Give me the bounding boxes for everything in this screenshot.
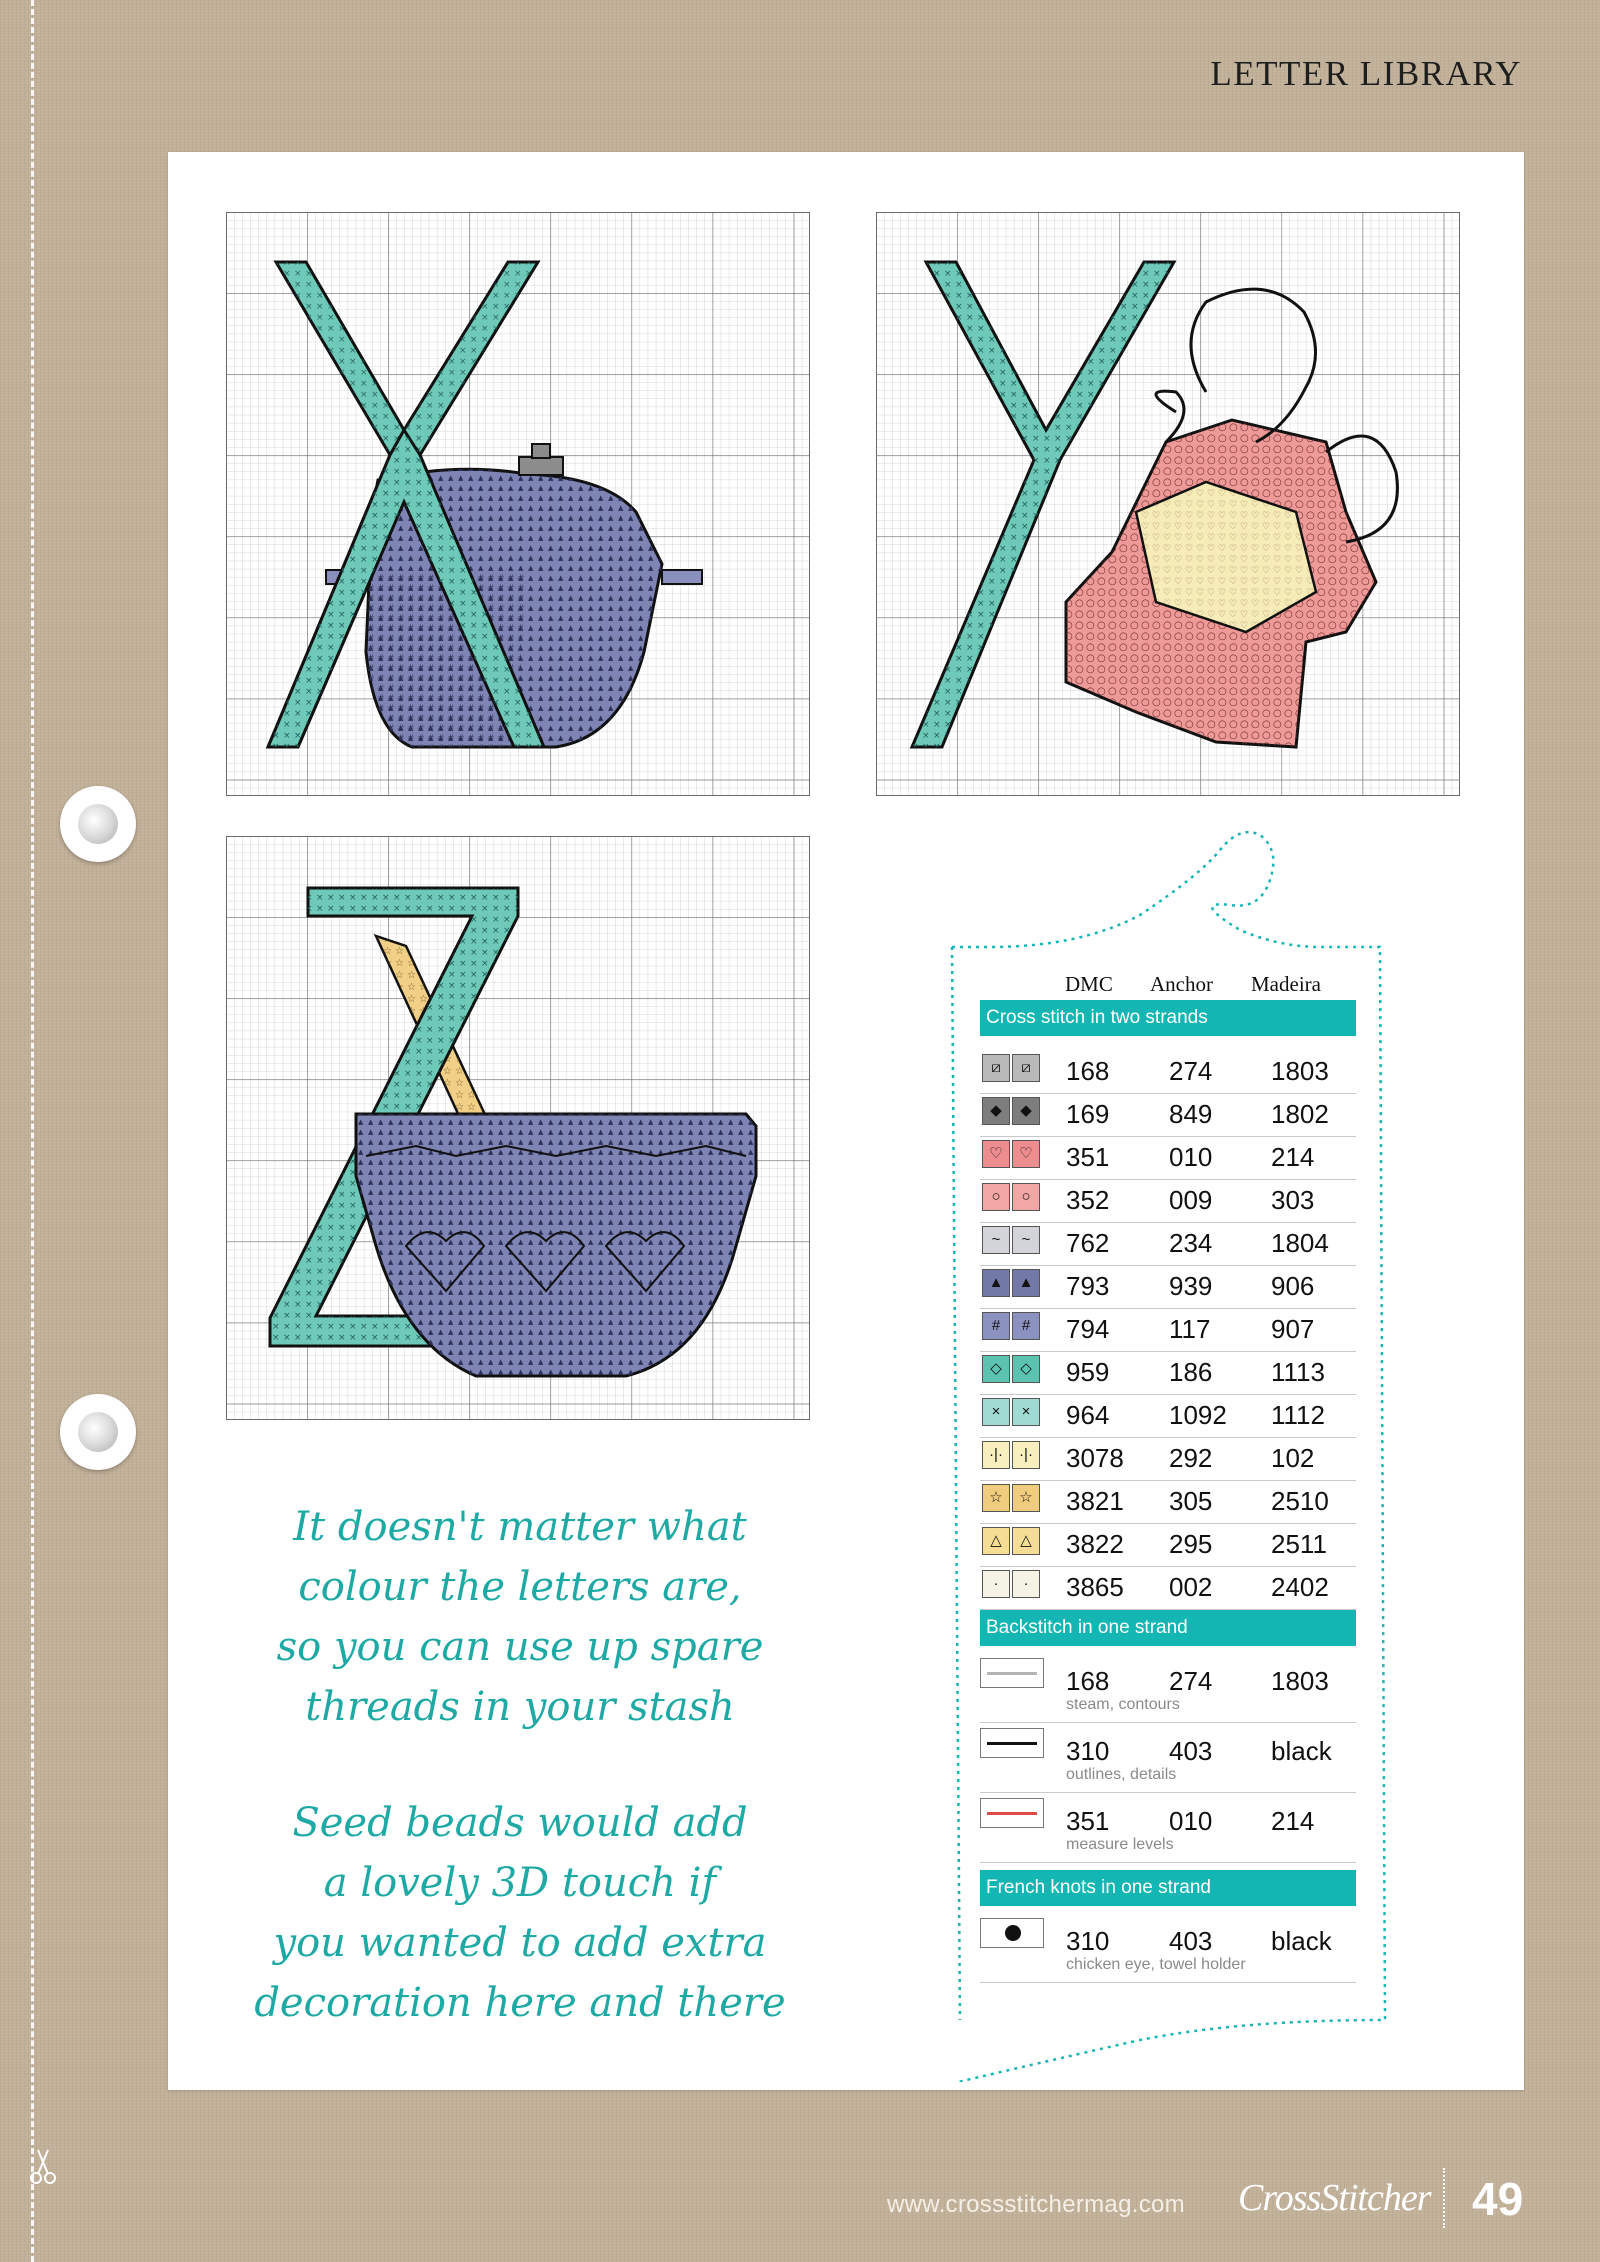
symbol-cell: ◇ — [982, 1355, 1010, 1383]
tip-threads — [230, 1497, 810, 1737]
symbol-cell: ◇ — [1012, 1355, 1040, 1383]
symbol-cell: △ — [1012, 1527, 1040, 1555]
symbol-swatch — [980, 1355, 1044, 1387]
madeira-value: 1803 — [1271, 1666, 1329, 1696]
key-row — [980, 1437, 1356, 1481]
key-row — [980, 1265, 1356, 1309]
symbol-cell: ☆ — [1012, 1484, 1040, 1512]
key-row — [980, 1351, 1356, 1395]
symbol-cell: ♡ — [982, 1140, 1010, 1168]
anchor-value: 274 — [1169, 1666, 1213, 1696]
dmc-value: 3865 — [1066, 1572, 1124, 1602]
dmc-value: 168 — [1066, 1666, 1110, 1696]
symbol-cell: ◆ — [1012, 1097, 1040, 1125]
tip-line: It doesn't matter what — [293, 1504, 747, 1550]
symbol-cell: ☆ — [982, 1484, 1010, 1512]
backstitch-row — [980, 1792, 1356, 1863]
anchor-value: 186 — [1169, 1357, 1213, 1387]
dmc-value: 169 — [1066, 1099, 1110, 1129]
symbol-swatch — [980, 1054, 1044, 1086]
dmc-value: 3821 — [1066, 1486, 1124, 1516]
symbol-swatch — [980, 1226, 1044, 1258]
anchor-value: 010 — [1169, 1806, 1213, 1836]
french-knot-row — [980, 1912, 1356, 1983]
line-swatch — [980, 1658, 1044, 1688]
backstitch-heading: Backstitch in one strand — [980, 1610, 1356, 1646]
symbol-swatch — [980, 1269, 1044, 1301]
anchor-value: 009 — [1169, 1185, 1213, 1215]
usage-note: steam, contours — [1066, 1696, 1180, 1713]
symbol-cell: ·|· — [982, 1441, 1010, 1469]
header-anchor: Anchor — [1150, 972, 1213, 996]
dmc-value: 794 — [1066, 1314, 1110, 1344]
symbol-swatch — [980, 1527, 1044, 1559]
symbol-swatch — [980, 1484, 1044, 1516]
anchor-value: 002 — [1169, 1572, 1213, 1602]
dmc-value: 351 — [1066, 1142, 1110, 1172]
backstitch-row — [980, 1652, 1356, 1723]
symbol-cell: # — [982, 1312, 1010, 1340]
symbol-cell: ~ — [1012, 1226, 1040, 1254]
key-row — [980, 1523, 1356, 1567]
chart-letter-x — [226, 212, 810, 796]
header-madeira: Madeira — [1251, 972, 1321, 996]
section-title: LETTER LIBRARY — [1210, 54, 1522, 93]
french-knot-swatch — [980, 1918, 1044, 1948]
dmc-value: 351 — [1066, 1806, 1110, 1836]
usage-note: outlines, details — [1066, 1766, 1177, 1783]
key-row — [980, 1222, 1356, 1266]
symbol-cell: # — [1012, 1312, 1040, 1340]
usage-note: measure levels — [1066, 1836, 1174, 1853]
chart-letter-z — [226, 836, 810, 1420]
anchor-value: 305 — [1169, 1486, 1213, 1516]
binder-eyelet — [60, 1394, 136, 1470]
symbol-cell: ○ — [1012, 1183, 1040, 1211]
anchor-value: 234 — [1169, 1228, 1213, 1258]
anchor-value: 292 — [1169, 1443, 1213, 1473]
symbol-cell: · — [1012, 1570, 1040, 1598]
key-row — [980, 1308, 1356, 1352]
anchor-value: 274 — [1169, 1056, 1213, 1086]
dmc-value: 310 — [1066, 1926, 1110, 1956]
symbol-cell: ◆ — [982, 1097, 1010, 1125]
symbol-swatch — [980, 1441, 1044, 1473]
madeira-value: black — [1271, 1736, 1332, 1766]
symbol-cell: ⧄ — [982, 1054, 1010, 1082]
symbol-swatch — [980, 1140, 1044, 1172]
symbol-cell: ·|· — [1012, 1441, 1040, 1469]
symbol-cell: ♡ — [1012, 1140, 1040, 1168]
anchor-value: 295 — [1169, 1529, 1213, 1559]
anchor-value: 010 — [1169, 1142, 1213, 1172]
dmc-value: 762 — [1066, 1228, 1110, 1258]
madeira-value: 214 — [1271, 1142, 1315, 1172]
symbol-cell: ○ — [982, 1183, 1010, 1211]
dmc-value: 793 — [1066, 1271, 1110, 1301]
symbol-cell: ▲ — [1012, 1269, 1040, 1297]
tip-line: you wanted to add extra — [273, 1920, 767, 1966]
line-sample — [987, 1742, 1037, 1745]
tip-line: so you can use up spare — [276, 1624, 764, 1670]
madeira-value: 1802 — [1271, 1099, 1329, 1129]
symbol-cell: · — [982, 1570, 1010, 1598]
usage-note: chicken eye, towel holder — [1066, 1956, 1246, 1973]
footer-divider — [1443, 2168, 1445, 2228]
footer-url[interactable]: www.crossstitchermag.com — [887, 2191, 1185, 2218]
madeira-value: 1113 — [1271, 1357, 1325, 1387]
madeira-value: 2511 — [1271, 1529, 1327, 1559]
madeira-value: 303 — [1271, 1185, 1315, 1215]
tip-line: a lovely 3D touch if — [323, 1860, 717, 1906]
symbol-swatch — [980, 1097, 1044, 1129]
anchor-value: 1092 — [1169, 1400, 1227, 1430]
madeira-value: 2402 — [1271, 1572, 1329, 1602]
anchor-value: 403 — [1169, 1926, 1213, 1956]
symbol-cell: × — [982, 1398, 1010, 1426]
dmc-value: 352 — [1066, 1185, 1110, 1215]
dmc-value: 310 — [1066, 1736, 1110, 1766]
madeira-value: 1112 — [1271, 1400, 1325, 1430]
key-row — [980, 1480, 1356, 1524]
symbol-swatch — [980, 1570, 1044, 1602]
madeira-value: 1803 — [1271, 1056, 1329, 1086]
french-knots-heading: French knots in one strand — [980, 1870, 1356, 1906]
chart-letter-y — [876, 212, 1460, 796]
symbol-cell: △ — [982, 1527, 1010, 1555]
madeira-value: 214 — [1271, 1806, 1315, 1836]
header-dmc: DMC — [1065, 972, 1113, 996]
line-sample — [987, 1812, 1037, 1815]
line-sample — [987, 1672, 1037, 1675]
anchor-value: 117 — [1169, 1314, 1211, 1344]
symbol-cell: ▲ — [982, 1269, 1010, 1297]
brand-logo: CrossStitcher — [1238, 2177, 1431, 2219]
anchor-value: 403 — [1169, 1736, 1213, 1766]
key-row — [980, 1566, 1356, 1610]
madeira-value: 906 — [1271, 1271, 1315, 1301]
dmc-value: 168 — [1066, 1056, 1110, 1086]
backstitch-row — [980, 1722, 1356, 1793]
tip-line: colour the letters are, — [298, 1564, 742, 1610]
madeira-value: 102 — [1271, 1443, 1315, 1473]
binder-eyelet — [60, 786, 136, 862]
madeira-value: 2510 — [1271, 1486, 1329, 1516]
cross-stitch-heading: Cross stitch in two strands — [980, 1000, 1356, 1036]
tip-line: threads in your stash — [305, 1684, 735, 1730]
key-row — [980, 1050, 1356, 1094]
symbol-swatch — [980, 1312, 1044, 1344]
dmc-value: 3822 — [1066, 1529, 1124, 1559]
dmc-value: 3078 — [1066, 1443, 1124, 1473]
madeira-value: 907 — [1271, 1314, 1315, 1344]
page-number: 49 — [1472, 2173, 1524, 2225]
madeira-value: black — [1271, 1926, 1332, 1956]
line-swatch — [980, 1728, 1044, 1758]
symbol-cell: ⧄ — [1012, 1054, 1040, 1082]
symbol-swatch — [980, 1183, 1044, 1215]
dmc-value: 964 — [1066, 1400, 1110, 1430]
dashed-cut-line — [31, 0, 34, 2262]
knot-dot-icon — [1005, 1925, 1021, 1941]
symbol-swatch — [980, 1398, 1044, 1430]
key-row — [980, 1093, 1356, 1137]
key-row — [980, 1394, 1356, 1438]
scissors-icon — [26, 2146, 62, 2186]
line-swatch — [980, 1798, 1044, 1828]
anchor-value: 849 — [1169, 1099, 1213, 1129]
tip-beads — [230, 1793, 810, 2033]
anchor-value: 939 — [1169, 1271, 1213, 1301]
symbol-cell: × — [1012, 1398, 1040, 1426]
dmc-value: 959 — [1066, 1357, 1110, 1387]
tip-line: decoration here and there — [254, 1980, 786, 2026]
symbol-cell: ~ — [982, 1226, 1010, 1254]
key-row — [980, 1136, 1356, 1180]
tip-line: Seed beads would add — [292, 1800, 748, 1846]
madeira-value: 1804 — [1271, 1228, 1329, 1258]
key-row — [980, 1179, 1356, 1223]
